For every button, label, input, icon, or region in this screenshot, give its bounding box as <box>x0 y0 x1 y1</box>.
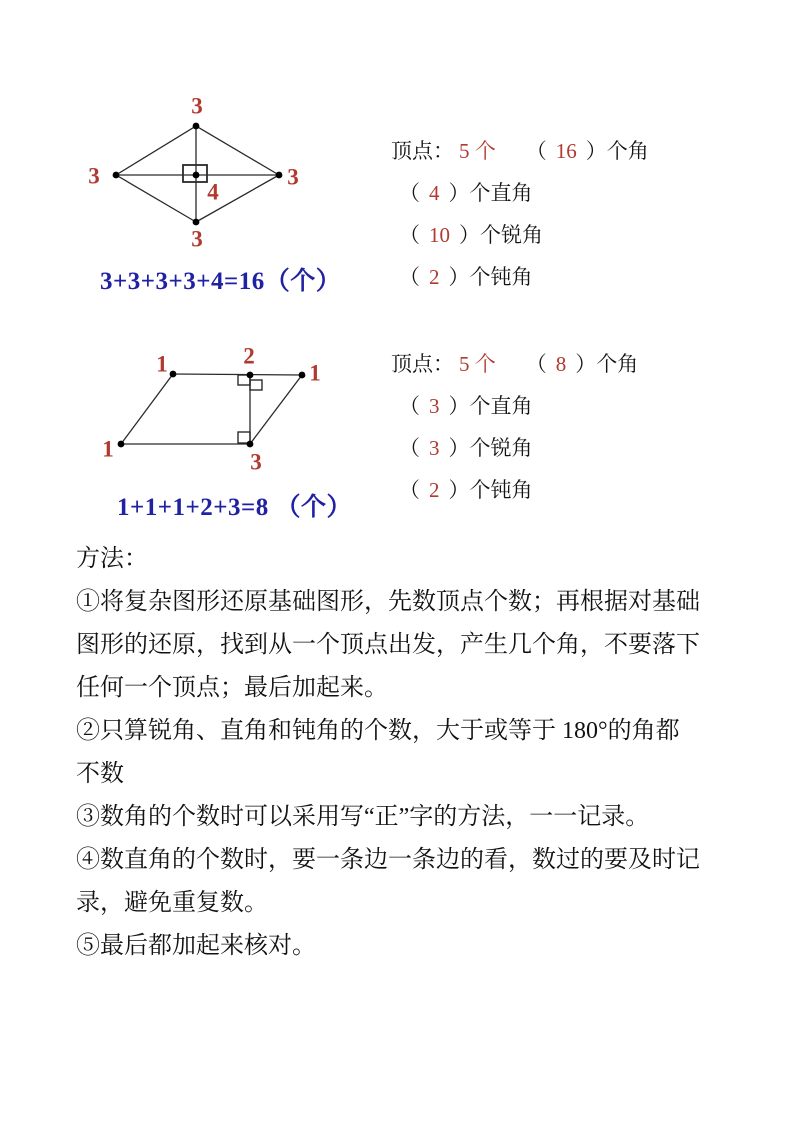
vertex-dot <box>170 371 177 378</box>
angle-stats-block <box>391 130 649 298</box>
stats-line-obtuse-angles <box>391 256 649 298</box>
stats-line-vertices <box>391 343 638 385</box>
vertex-count: 5 个 <box>459 352 496 376</box>
method-line: ①将复杂图形还原基础图形，先数顶点个数；再根据对基础 <box>76 589 700 615</box>
paren-close: ）个钝角 <box>448 478 533 502</box>
angle-count: 8 <box>555 352 567 376</box>
paren-close: ）个角 <box>585 139 649 163</box>
vertex-dot <box>247 441 254 448</box>
right-angle-count: 3 <box>429 394 440 418</box>
edge-line <box>121 374 173 444</box>
acute-angle-count: 3 <box>429 436 440 460</box>
vertex-count-label: 3 <box>250 449 262 475</box>
sum-equation: 1+1+1+2+3=8 （个） <box>117 494 352 521</box>
method-line: 不数 <box>76 761 124 787</box>
vertex-count-label: 2 <box>243 343 255 369</box>
vertex-count-label: 3 <box>191 93 203 119</box>
vertex-dot <box>193 123 200 130</box>
vertex-dot <box>113 172 120 179</box>
method-line: 任何一个顶点；最后加起来。 <box>76 675 388 701</box>
vertex-dot <box>299 372 306 379</box>
paren-open: （ <box>525 352 547 376</box>
stats-line-right-angles <box>391 385 638 427</box>
vertex-count-label: 1 <box>102 436 114 462</box>
method-section <box>76 538 748 968</box>
method-title: 方法： <box>76 546 148 572</box>
stats-line-acute-angles <box>391 427 638 469</box>
vertex-dot <box>193 172 200 179</box>
paren-open: （ <box>399 436 420 460</box>
paren-close: ）个角 <box>575 352 639 376</box>
sum-equation: 3+3+3+3+4=16（个） <box>100 268 342 295</box>
paren-open: （ <box>525 139 547 163</box>
method-line: 图形的还原，找到从一个顶点出发，产生几个角，不要落下 <box>76 632 700 658</box>
paren-close: ）个锐角 <box>459 223 543 247</box>
paren-open: （ <box>399 394 420 418</box>
stats-line-obtuse-angles <box>391 469 638 511</box>
right-angle-count: 4 <box>429 181 440 205</box>
method-line: ⑤最后都加起来核对。 <box>76 933 316 959</box>
paren-close: ）个直角 <box>448 394 533 418</box>
parallelogram-figure <box>95 345 335 475</box>
vertex-count-label: 4 <box>207 179 219 205</box>
method-line: ③数角的个数时可以采用写“正”字的方法，一一记录。 <box>76 804 650 830</box>
edge-line <box>116 126 196 175</box>
paren-open: （ <box>399 223 420 247</box>
vertex-prefix: 顶点： <box>391 139 454 163</box>
angle-stats-block <box>391 343 638 511</box>
vertex-dot <box>247 372 254 379</box>
paren-close: ）个锐角 <box>448 436 533 460</box>
method-line: 录，避免重复数。 <box>76 890 268 916</box>
right-angle-marker <box>250 380 262 390</box>
vertex-dot <box>193 219 200 226</box>
paren-open: （ <box>399 478 420 502</box>
stats-line-vertices <box>391 130 649 172</box>
vertex-count: 5 个 <box>459 139 496 163</box>
method-line: ②只算锐角、直角和钝角的个数，大于或等于 180°的角都 <box>76 718 680 744</box>
vertex-count-label: 1 <box>309 360 321 386</box>
paren-close: ）个直角 <box>448 181 533 205</box>
paren-open: （ <box>399 265 420 289</box>
vertex-count-label: 1 <box>156 351 168 377</box>
vertex-prefix: 顶点： <box>391 352 454 376</box>
paren-close: ）个钝角 <box>448 265 533 289</box>
vertex-dot <box>118 441 125 448</box>
vertex-count-label: 3 <box>287 164 299 190</box>
angle-count: 16 <box>555 139 577 163</box>
edge-line <box>250 375 302 444</box>
vertex-count-label: 3 <box>191 226 203 252</box>
stats-line-right-angles <box>391 172 649 214</box>
obtuse-angle-count: 2 <box>429 478 440 502</box>
stats-line-acute-angles <box>391 214 649 256</box>
vertex-dot <box>276 172 283 179</box>
paren-open: （ <box>399 181 420 205</box>
edge-line <box>196 126 279 175</box>
acute-angle-count: 10 <box>429 223 450 247</box>
obtuse-angle-count: 2 <box>429 265 440 289</box>
vertex-count-label: 3 <box>88 163 100 189</box>
method-line: ④数直角的个数时，要一条边一条边的看，数过的要及时记 <box>76 847 700 873</box>
